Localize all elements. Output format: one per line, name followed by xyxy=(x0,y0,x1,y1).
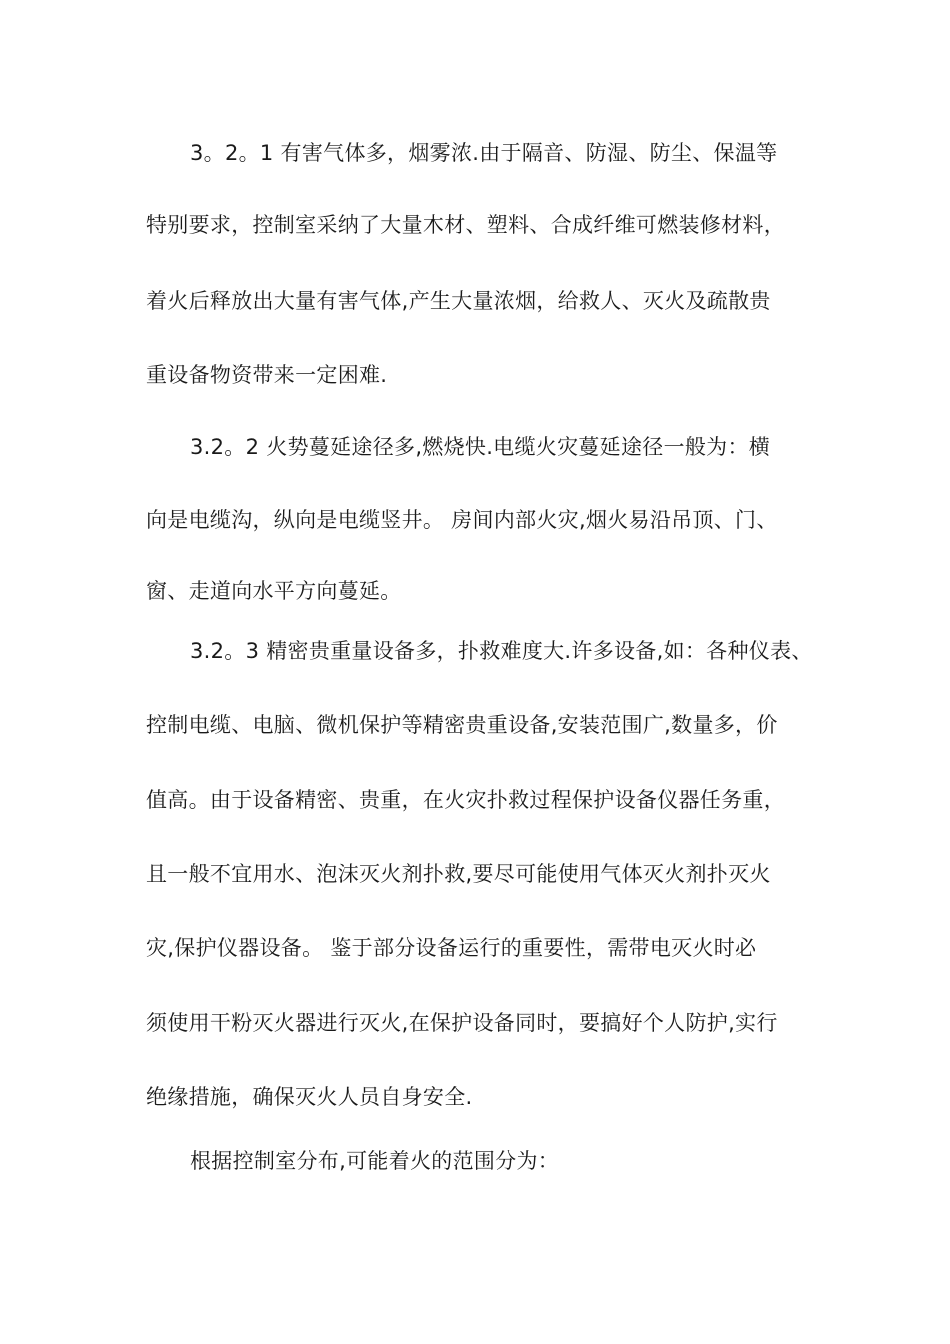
paragraph-3-2-3-line-7: 绝缘措施，确保灭火人员自身安全. xyxy=(146,1085,473,1109)
paragraph-3-2-2-line-1: 3.2。2 火势蔓延途径多,燃烧快.电缆火灾蔓延途径一般为：横 xyxy=(190,435,771,459)
paragraph-3-2-1-line-1: 3。2。1 有害气体多，烟雾浓.由于隔音、防湿、防尘、保温等 xyxy=(190,141,778,165)
paragraph-fire-scope-line-1: 根据控制室分布,可能着火的范围分为： xyxy=(190,1149,560,1173)
paragraph-3-2-3-line-5: 灾,保护仪器设备。 鉴于部分设备运行的重要性，需带电灭火时必 xyxy=(146,936,757,960)
paragraph-3-2-3-line-1: 3.2。3 精密贵重量设备多，扑救难度大.许多设备,如：各种仪表、 xyxy=(190,639,813,663)
paragraph-3-2-3-line-2: 控制电缆、电脑、微机保护等精密贵重设备,安装范围广,数量多，价 xyxy=(146,713,778,737)
paragraph-3-2-3-line-4: 且一般不宜用水、泡沫灭火剂扑救,要尽可能使用气体灭火剂扑灭火 xyxy=(146,862,771,886)
paragraph-3-2-3-line-6: 须使用干粉灭火器进行灭火,在保护设备同时，要搞好个人防护,实行 xyxy=(146,1011,778,1035)
paragraph-3-2-3-line-3: 值高。由于设备精密、贵重，在火灾扑救过程保护设备仪器任务重， xyxy=(146,788,785,812)
paragraph-3-2-1-line-4: 重设备物资带来一定困难. xyxy=(146,363,388,387)
paragraph-3-2-1-line-3: 着火后释放出大量有害气体,产生大量浓烟，给救人、灭火及疏散贵 xyxy=(146,289,771,313)
paragraph-3-2-1-line-2: 特别要求，控制室采纳了大量木材、塑料、合成纤维可燃装修材料， xyxy=(146,213,785,237)
paragraph-3-2-2-line-3: 窗、走道向水平方向蔓延。 xyxy=(146,579,402,603)
paragraph-3-2-2-line-2: 向是电缆沟，纵向是电缆竖井。 房间内部火灾,烟火易沿吊顶、门、 xyxy=(146,508,778,532)
